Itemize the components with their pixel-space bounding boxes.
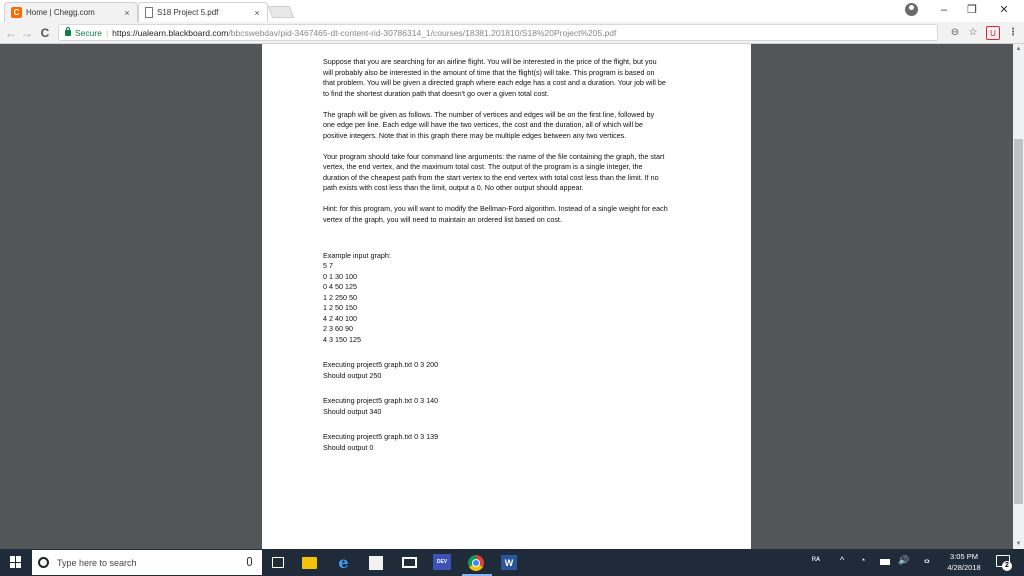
language-icon[interactable]: ⴰ (924, 555, 930, 565)
example-line: 1 2 50 150 (323, 303, 357, 312)
back-icon[interactable]: ← (5, 26, 17, 40)
scroll-up-icon[interactable]: ▲ (1015, 46, 1022, 52)
run-command: Executing project5 graph.txt 0 3 200 (323, 360, 439, 369)
example-line: 5 7 (323, 261, 333, 270)
paragraph: Hint: for this program, you will want to modify the Bellman-Ford algorithm. Instead of a single weight for each vertex of the graph, you will need to maintain an ordered list based on cost. (323, 204, 668, 224)
store-icon[interactable] (369, 556, 383, 570)
paragraph: Your program should take four command line arguments: the name of the file containing the graph, the start vertex, the end vertex, and the maximum total cost. The output of the program is a single integer, the duration of the cheapest path from the start vertex to the end vertex with total cost less than the limit. If no path exists with cost less than the limit, output a 0. No other output should appear. (323, 151, 665, 192)
tab-strip (0, 0, 1024, 22)
extension-icon[interactable]: U (986, 26, 1000, 40)
close-window-button[interactable]: ✕ (999, 4, 1009, 16)
example-line: 4 2 40 100 (323, 313, 357, 323)
tray-chevron-icon[interactable]: ^ (840, 555, 845, 565)
lock-icon (65, 30, 71, 36)
mail-icon[interactable] (402, 557, 417, 568)
clock-time: 3:05 PM (950, 552, 978, 561)
run-output: Should output 250 (323, 370, 382, 380)
browser-toolbar (0, 22, 1024, 44)
example-line: 4 3 150 125 (323, 334, 361, 344)
run-command: Executing project5 graph.txt 0 3 139 (323, 432, 439, 441)
browser-menu-icon[interactable]: ⋮ (1008, 27, 1018, 38)
example-line: 0 1 30 100 (323, 271, 357, 281)
minimize-button[interactable]: – (940, 4, 948, 16)
chrome-icon[interactable] (468, 555, 484, 571)
pdf-viewer[interactable] (0, 44, 1024, 549)
example-line: 1 2 250 50 (323, 292, 357, 302)
url-path: /bbcswebdav/pid-3467465-dt-content-rid-30786314_1/courses/18381.201810/S18%20Project%205.pdf (228, 27, 617, 38)
example-title: Example input graph: (323, 250, 391, 260)
cortana-icon (38, 557, 49, 568)
example-line: 2 3 60 90 (323, 324, 353, 333)
tab-chegg[interactable] (4, 2, 138, 22)
file-explorer-icon[interactable] (302, 557, 317, 569)
clock-date: 4/28/2018 (947, 563, 981, 572)
profile-icon[interactable] (905, 3, 918, 16)
tab-title: S18 Project 5.pdf (157, 8, 219, 17)
windows-start-icon[interactable] (10, 556, 22, 568)
bookmark-star-icon[interactable]: ☆ (968, 27, 978, 38)
dev-app-icon[interactable]: DEV (433, 554, 451, 570)
paragraph: The graph will be given as follows. The number of vertices and edges will be on the first line, followed by one edge per line. Each edge will have the two vertices, the cost and the duration, all of which will be positive integers. Note that in this graph there may be multiple edges between any two vertices. (323, 109, 655, 140)
address-bar[interactable] (58, 24, 938, 41)
notification-badge: 2 (1002, 561, 1012, 571)
secure-label: Secure (75, 27, 102, 38)
word-icon[interactable]: W (501, 555, 517, 570)
tab-title: Home | Chegg.com (26, 8, 95, 17)
chegg-icon: C (11, 7, 22, 18)
system-clock[interactable] (942, 551, 986, 573)
url-separator: | (105, 27, 109, 38)
example-line: 0 4 50 125 (323, 282, 357, 291)
edge-browser-icon[interactable]: e (338, 553, 349, 572)
maximize-button[interactable]: ❐ (967, 4, 977, 16)
tab-pdf[interactable] (138, 2, 268, 22)
people-icon[interactable]: ᴿᴬ (812, 555, 821, 565)
battery-icon[interactable] (880, 559, 890, 565)
taskbar-search-input[interactable] (32, 550, 262, 575)
new-tab-button[interactable] (268, 6, 294, 18)
tab-close-icon[interactable]: × (124, 7, 130, 18)
search-placeholder: Type here to search (57, 557, 137, 568)
run-output: Should output 340 (323, 406, 382, 416)
url-host: https://ualearn.blackboard.com (112, 27, 229, 38)
reload-icon[interactable]: C (40, 26, 50, 40)
zoom-icon[interactable]: ⊖ (950, 27, 960, 38)
pdf-page (262, 44, 751, 549)
wifi-icon[interactable]: ◔ (860, 555, 866, 565)
scroll-thumb[interactable] (1014, 139, 1023, 504)
vertical-scrollbar[interactable] (1013, 44, 1024, 549)
paragraph: Suppose that you are searching for an airline flight. You will be interested in the price of the flight, but you will probably also be interested in the amount of time that the flight(s) will take. This program is based on that problem. You will be given a directed graph where each edge has a cost and a duration. Your job will be to find the shortest duration path that doesn't go over a given total cost. (323, 57, 666, 98)
task-view-icon[interactable] (272, 557, 284, 568)
run-command: Executing project5 graph.txt 0 3 140 (323, 396, 439, 405)
taskbar (0, 549, 1024, 576)
tab-close-icon[interactable]: × (254, 7, 260, 18)
document-icon (145, 7, 153, 18)
forward-icon[interactable]: → (21, 26, 33, 40)
run-output: Should output 0 (323, 442, 374, 452)
scroll-down-icon[interactable]: ▼ (1015, 541, 1022, 547)
microphone-icon[interactable] (247, 557, 252, 566)
volume-icon[interactable]: 🔊 (898, 555, 910, 565)
pdf-text (323, 57, 668, 453)
